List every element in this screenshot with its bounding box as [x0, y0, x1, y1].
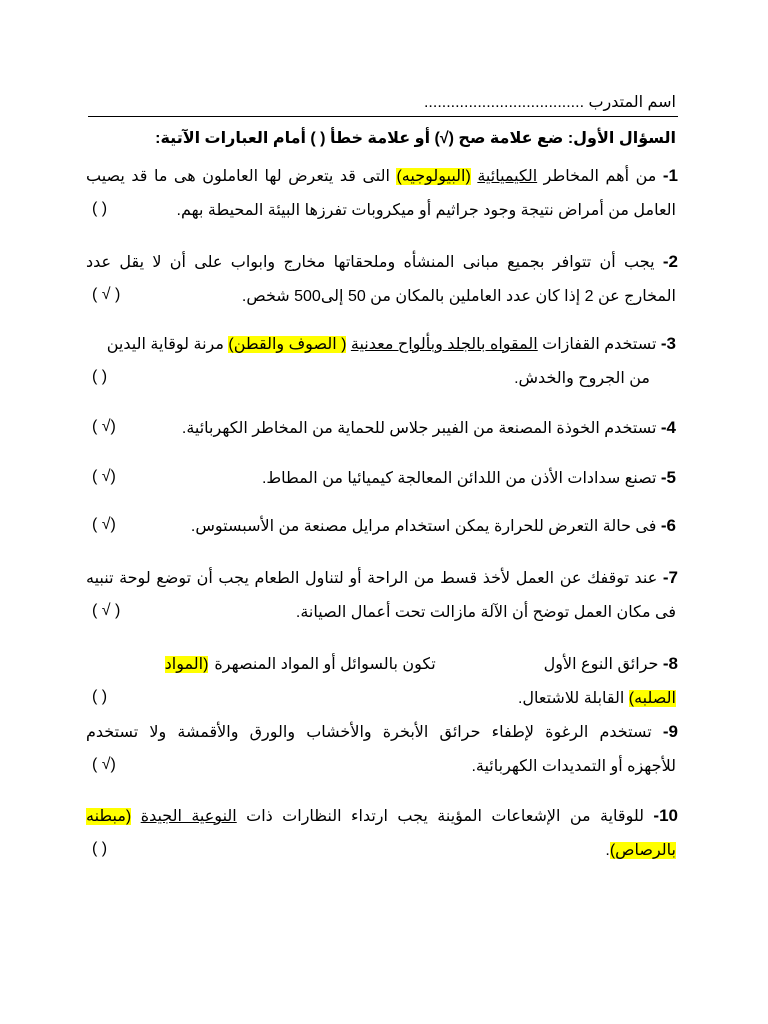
question-7-line-1: 7- عند توقفك عن العمل لأخذ قسط من الراحة أو لتناول الطعام يجب أن توضع لوحة تنبيه	[86, 568, 678, 587]
question-8-number: 8-	[662, 654, 678, 673]
question-8-line-1: 8- حرائق النوع الأولتكون بالسوائل أو المواد المنصهرة(المواد	[164, 654, 678, 673]
question-3-number: 3-	[660, 334, 676, 353]
question-3-line-2: من الجروح والخدش.	[514, 370, 650, 387]
question-10-number: 10-	[653, 806, 679, 825]
question-4-answer[interactable]: ( √)	[92, 418, 116, 435]
question-10-answer[interactable]: ( )	[92, 840, 108, 857]
question-8-answer[interactable]: ( )	[92, 688, 108, 705]
question-8-line-2: الصلبه) القابلة للاشتعال.	[517, 690, 676, 707]
trainee-dots[interactable]: ....................................	[423, 94, 585, 111]
question-1-underlined: الكيميائية	[477, 168, 538, 185]
question-1-line-2: العامل من أمراض نتيجة وجود جراثيم أو ميكروبات تفرزها البيئة المحيطة بهم.	[176, 202, 676, 219]
question-9-line-2: للأجهزه أو التمديدات الكهربائية.	[471, 758, 676, 775]
question-4-line-1: 4- تستخدم الخوذة المصنعة من الفيبر جلاس للحماية من المخاطر الكهربائية.	[181, 418, 676, 437]
question-6-answer[interactable]: ( √)	[92, 516, 116, 533]
question-10-line-1: 10- للوقاية من الإشعاعات المؤينة يجب ارتداء النظارات ذات النوعية الجيدة (مبطنه	[86, 806, 679, 825]
question-7-number: 7-	[662, 568, 678, 587]
question-4-number: 4-	[660, 418, 676, 437]
question-6-line-1: 6- فى حالة التعرض للحرارة يمكن استخدام مرايل مصنعة من الأسبستوس.	[190, 516, 676, 535]
question-9-line-1: 9- تستخدم الرغوة لإطفاء حرائق الأبخرة والأخشاب والورق والأقمشة ولا تستخدم	[86, 722, 678, 741]
question-8-highlight-1: (المواد	[164, 656, 209, 673]
question-1-number: 1-	[662, 166, 678, 185]
question-9-answer[interactable]: ( √)	[92, 756, 116, 773]
question-5-number: 5-	[660, 468, 676, 487]
question-2-line-2: المخارج عن 2 إذا كان عدد العاملين بالمكان من 50 إلى500 شخص.	[241, 288, 676, 305]
question-10-underlined: النوعية الجيدة	[140, 808, 237, 825]
header-divider	[88, 116, 678, 117]
question-3-underlined: المقواه بالجلد وبألواح معدنية	[350, 336, 538, 353]
question-10-line-2: بالرصاص).	[605, 842, 676, 859]
section-title: السؤال الأول: ضع علامة صح (√) أو علامة خطأ ( ) أمام العبارات الآتية:	[155, 130, 676, 147]
question-6-number: 6-	[660, 516, 676, 535]
question-7-answer[interactable]: ( √ )	[92, 602, 121, 619]
question-2-answer[interactable]: ( √ )	[92, 286, 121, 303]
trainee-label: اسم المتدرب	[588, 94, 676, 111]
question-1-line-1: 1- من أهم المخاطر الكيميائية (البيولوجيه) التى قد يتعرض لها العاملون هى ما قد يصيب	[86, 166, 678, 185]
question-3-highlight: ( الصوف والقطن)	[228, 336, 347, 353]
question-3-line-1: 3- تستخدم القفازات المقواه بالجلد وبألواح معدنية ( الصوف والقطن) مرنة لوقاية اليدين	[106, 334, 676, 353]
question-10-highlight-2: بالرصاص)	[609, 842, 676, 859]
question-8-highlight-2: الصلبه)	[628, 690, 676, 707]
question-5-line-1: 5- تصنع سدادات الأذن من اللدائن المعالجة كيميائيا من المطاط.	[261, 468, 676, 487]
question-2-line-1: 2- يجب أن تتوافر بجميع مبانى المنشأه وملحقاتها مخارج وابواب على أن لا يقل عدد	[86, 252, 678, 271]
question-1-highlight: (البيولوجيه)	[396, 168, 471, 185]
question-9-number: 9-	[662, 722, 678, 741]
question-3-answer[interactable]: ( )	[92, 368, 108, 385]
question-7-line-2: فى مكان العمل توضح أن الآلة مازالت تحت أعمال الصيانة.	[295, 604, 676, 621]
trainee-name-line	[90, 92, 676, 112]
question-5-answer[interactable]: ( √)	[92, 468, 116, 485]
question-2-number: 2-	[662, 252, 678, 271]
question-1-answer[interactable]: ( )	[92, 200, 108, 217]
question-10-highlight-1: (مبطنه	[86, 808, 132, 825]
